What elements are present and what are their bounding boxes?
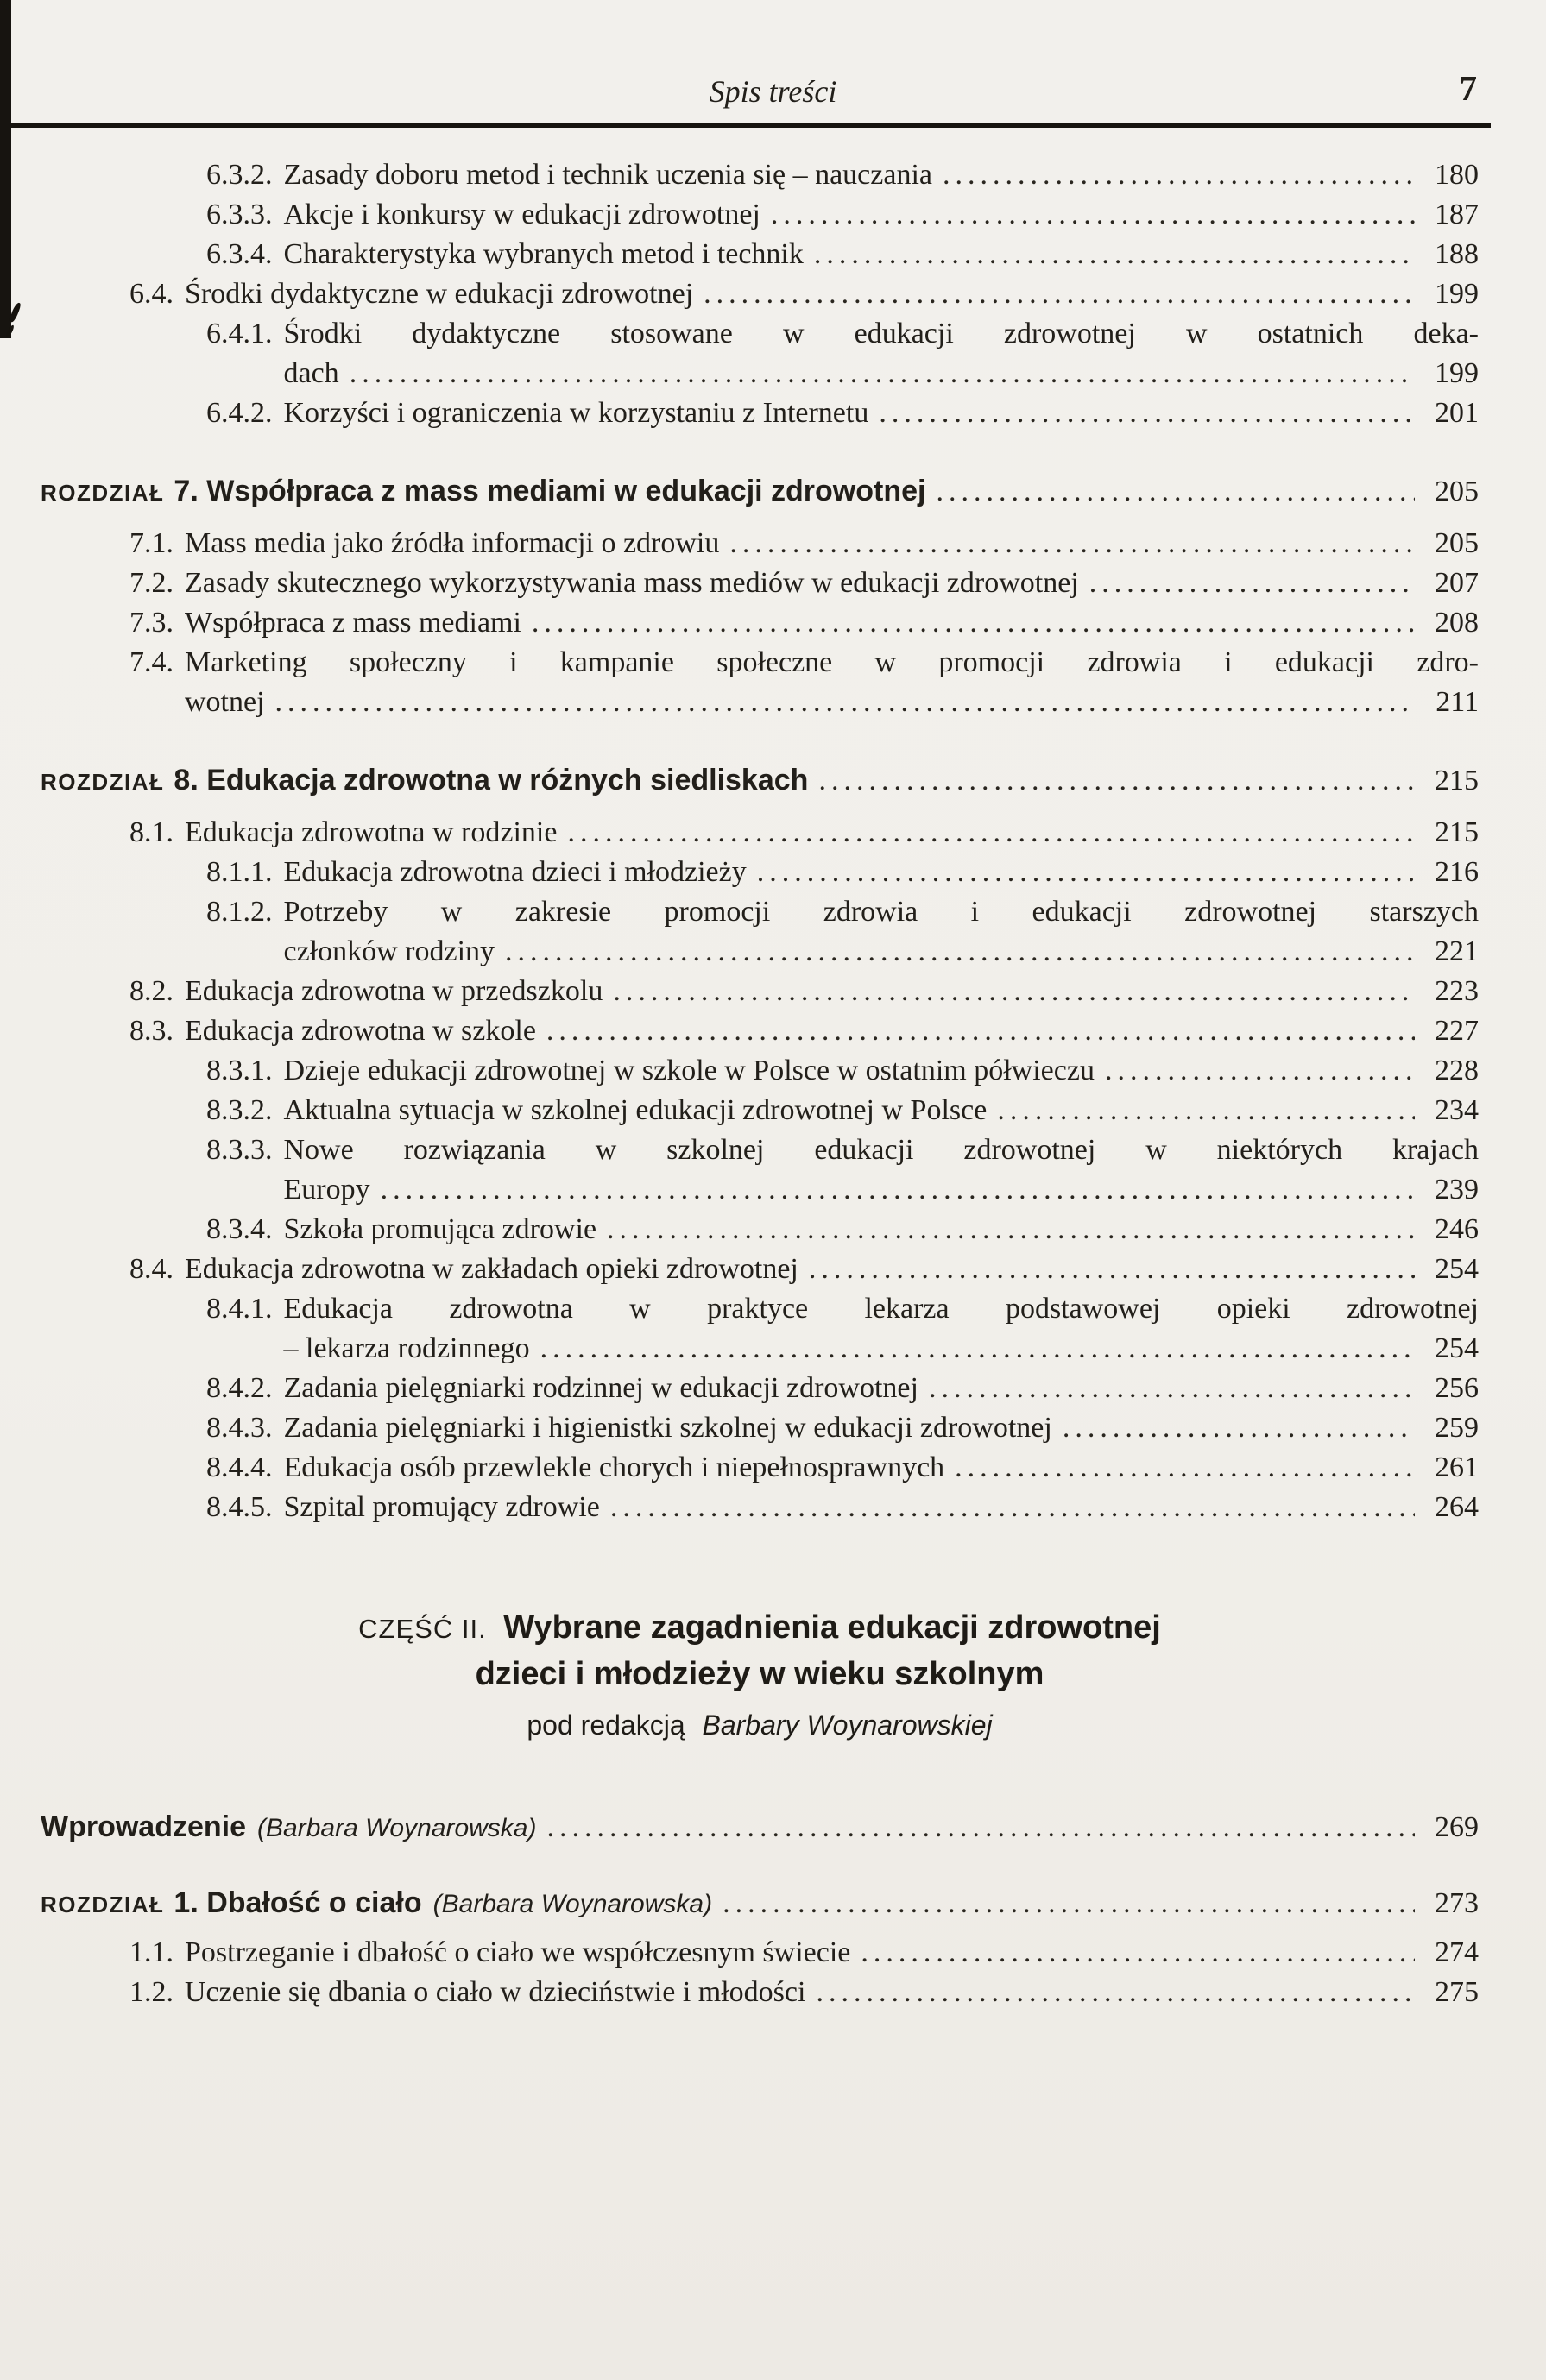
page-number: 274 xyxy=(1435,1936,1479,1968)
entry-line xyxy=(41,1883,1479,1924)
entry-number: 6.4.1. xyxy=(206,318,273,349)
entry-text: Edukacja zdrowotna w przedszkolu xyxy=(185,975,603,1007)
entry-line xyxy=(185,1011,1479,1051)
toc-entry xyxy=(41,524,1479,564)
part-title-line2: dzieci i młodzieży w wieku szkolnym xyxy=(475,1656,1044,1692)
entry-line xyxy=(284,892,1480,932)
entry-body xyxy=(185,1250,1479,1289)
entry-line xyxy=(284,1289,1480,1329)
toc-entry xyxy=(41,1807,1479,1848)
toc-entry xyxy=(41,972,1479,1011)
entry-text: Postrzeganie i dbałość o ciało we współczesnym świecie xyxy=(185,1936,851,1968)
entry-body xyxy=(185,813,1479,853)
entry-body xyxy=(284,1448,1480,1488)
dot-leader xyxy=(771,195,1415,235)
toc-entry xyxy=(41,314,1479,394)
dot-leader xyxy=(607,1210,1415,1250)
page-number: 199 xyxy=(1435,278,1479,310)
entry-line xyxy=(284,1448,1480,1488)
toc-entry xyxy=(41,1210,1479,1250)
toc-entry xyxy=(41,1130,1479,1210)
editor-name: Barbary Woynarowskiej xyxy=(702,1709,993,1741)
entry-body xyxy=(284,1210,1480,1250)
entry-body xyxy=(284,1408,1480,1448)
entry-body xyxy=(185,524,1479,564)
dot-leader xyxy=(275,683,1415,722)
entry-text: Nowe rozwiązania w szkolnej edukacji zdrowotnej w niektórych krajach xyxy=(283,1134,1479,1166)
page-number: 228 xyxy=(1435,1055,1479,1086)
page-number: 205 xyxy=(1435,527,1479,559)
page-number: 273 xyxy=(1435,1887,1479,1919)
entry-text: Edukacja zdrowotna w zakładach opieki zdrowotnej xyxy=(185,1253,798,1285)
toc-entry xyxy=(41,1091,1479,1130)
entry-text: Środki dydaktyczne stosowane w edukacji zdrowotnej w ostatnich deka- xyxy=(283,318,1479,349)
entry-text: Szkoła promująca zdrowie xyxy=(283,1213,597,1245)
toc-entry xyxy=(41,564,1479,603)
entry-body xyxy=(185,564,1479,603)
entry-body xyxy=(284,1369,1480,1408)
toc-entry xyxy=(41,603,1479,643)
dot-leader xyxy=(729,524,1415,564)
entry-line xyxy=(185,813,1479,853)
entry-line xyxy=(284,1329,1480,1369)
dot-leader xyxy=(350,354,1415,394)
dot-leader xyxy=(505,932,1415,972)
page-number: 275 xyxy=(1435,1976,1479,2008)
page-number: 234 xyxy=(1435,1094,1479,1126)
toc-entry xyxy=(41,643,1479,722)
entry-number: 8.4.5. xyxy=(206,1491,273,1523)
entry-line xyxy=(41,471,1479,513)
entry-number: 7.3. xyxy=(129,607,174,639)
toc-part2-list xyxy=(41,1807,1479,2012)
entry-number: 6.3.3. xyxy=(206,198,273,230)
entry-body xyxy=(284,195,1480,235)
entry-text: Zasady skutecznego wykorzystywania mass mediów w edukacji zdrowotnej xyxy=(185,567,1079,599)
dot-leader xyxy=(816,1973,1415,2012)
entry-body xyxy=(185,274,1479,314)
toc-content xyxy=(41,155,1479,2012)
page-number: 269 xyxy=(1435,1811,1479,1843)
entry-number: 8.3. xyxy=(129,1015,174,1047)
entry-line xyxy=(284,195,1480,235)
entry-number: 8.1.1. xyxy=(206,856,273,888)
entry-line xyxy=(284,394,1480,433)
entry-body xyxy=(185,643,1479,722)
entry-text: Europy xyxy=(283,1174,370,1206)
entry-number: 8.4.3. xyxy=(206,1412,273,1444)
entry-text: – lekarza rodzinnego xyxy=(283,1332,530,1364)
editor-prefix: pod redakcją xyxy=(527,1709,685,1741)
entry-number: 7.1. xyxy=(129,527,174,559)
entry-text: Aktualna sytuacja w szkolnej edukacji zdrowotnej w Polsce xyxy=(283,1094,988,1126)
dot-leader xyxy=(879,394,1415,433)
entry-number: 8.3.3. xyxy=(206,1134,273,1166)
entry-number: 8.4.1. xyxy=(206,1293,273,1325)
entry-text: Zadania pielęgniarki i higienistki szkolnej w edukacji zdrowotnej xyxy=(283,1412,1052,1444)
entry-line xyxy=(185,643,1479,683)
entry-line xyxy=(185,524,1479,564)
toc-entry xyxy=(41,471,1479,513)
toc-entry xyxy=(41,1883,1479,1924)
scan-edge-artifact xyxy=(0,0,11,338)
entry-text: Współpraca z mass mediami xyxy=(185,607,521,639)
header-rule xyxy=(10,123,1491,128)
page-number: 254 xyxy=(1435,1253,1479,1285)
author-name: (Barbara Woynarowska) xyxy=(432,1890,713,1918)
entry-body xyxy=(284,853,1480,892)
entry-line xyxy=(284,853,1480,892)
chapter-title: 1. Dbałość o ciało xyxy=(174,1886,422,1919)
dot-leader xyxy=(943,155,1415,195)
page-number: 221 xyxy=(1435,935,1479,967)
entry-body xyxy=(284,1289,1480,1369)
toc-entry xyxy=(41,1933,1479,1973)
page-folio-number: 7 xyxy=(1459,68,1477,108)
entry-line xyxy=(284,1408,1480,1448)
entry-number: 1.2. xyxy=(129,1976,174,2008)
dot-leader xyxy=(757,853,1415,892)
chapter-title: 8. Edukacja zdrowotna w różnych siedliskach xyxy=(174,764,809,796)
entry-text: Akcje i konkursy w edukacji zdrowotnej xyxy=(283,198,760,230)
entry-number: 8.3.2. xyxy=(206,1094,273,1126)
part-editor-line xyxy=(41,1705,1479,1745)
entry-text: wotnej xyxy=(185,686,265,718)
entry-line xyxy=(185,1973,1479,2012)
dot-leader xyxy=(861,1933,1415,1973)
section-title: Wprowadzenie xyxy=(41,1810,247,1843)
entry-line xyxy=(185,972,1479,1011)
entry-body xyxy=(185,1011,1479,1051)
toc-entry xyxy=(41,235,1479,274)
entry-line xyxy=(185,564,1479,603)
dot-leader xyxy=(381,1170,1415,1210)
entry-line xyxy=(284,1210,1480,1250)
dot-leader xyxy=(610,1488,1415,1527)
dot-leader xyxy=(1105,1051,1415,1091)
entry-line xyxy=(284,235,1480,274)
dot-leader xyxy=(955,1448,1415,1488)
dot-leader xyxy=(567,813,1415,853)
toc-entry xyxy=(41,853,1479,892)
dot-leader xyxy=(613,972,1415,1011)
entry-line xyxy=(41,1807,1479,1848)
entry-number: 6.3.4. xyxy=(206,238,273,270)
entry-text: Zadania pielęgniarki rodzinnej w edukacji zdrowotnej xyxy=(283,1372,918,1404)
page-number: 215 xyxy=(1435,816,1479,848)
author-name: (Barbara Woynarowska) xyxy=(257,1814,537,1842)
page-number: 227 xyxy=(1435,1015,1479,1047)
entry-text: Uczenie się dbania o ciało w dzieciństwie i młodości xyxy=(185,1976,806,2008)
entry-body xyxy=(284,314,1480,394)
chapter-title: 7. Współpraca z mass mediami w edukacji zdrowotnej xyxy=(174,475,926,507)
dot-leader xyxy=(704,274,1415,314)
page-number: 264 xyxy=(1435,1491,1479,1523)
chapter-label: ROZDZIAŁ xyxy=(41,769,165,795)
entry-line xyxy=(284,1091,1480,1130)
entry-number: 8.4.4. xyxy=(206,1451,273,1483)
entry-body xyxy=(185,972,1479,1011)
dot-leader xyxy=(540,1329,1415,1369)
toc-entry xyxy=(41,813,1479,853)
part-title-line1 xyxy=(41,1605,1479,1652)
entry-line xyxy=(284,354,1480,394)
page-number: 187 xyxy=(1435,198,1479,230)
entry-line xyxy=(185,1250,1479,1289)
page-number: 246 xyxy=(1435,1213,1479,1245)
entry-text: Edukacja zdrowotna w rodzinie xyxy=(185,816,558,848)
entry-body xyxy=(284,235,1480,274)
entry-text: Korzyści i ograniczenia w korzystaniu z Internetu xyxy=(283,397,869,429)
dot-leader xyxy=(997,1091,1415,1130)
entry-text: Edukacja zdrowotna w praktyce lekarza podstawowej opieki zdrowotnej xyxy=(283,1293,1479,1325)
entry-number: 8.3.4. xyxy=(206,1213,273,1245)
dot-leader xyxy=(546,1808,1415,1848)
entry-text: dach xyxy=(283,357,339,389)
toc-part1-list xyxy=(41,155,1479,1527)
toc-entry xyxy=(41,892,1479,972)
entry-text: członków rodziny xyxy=(283,935,495,967)
toc-entry xyxy=(41,394,1479,433)
page-number: 188 xyxy=(1435,238,1479,270)
entry-text: Szpital promujący zdrowie xyxy=(283,1491,600,1523)
entry-number: 8.1. xyxy=(129,816,174,848)
toc-entry xyxy=(41,1051,1479,1091)
page-number: 256 xyxy=(1435,1372,1479,1404)
entry-line xyxy=(284,155,1480,195)
entry-number: 7.4. xyxy=(129,646,174,678)
toc-entry xyxy=(41,1289,1479,1369)
toc-entry xyxy=(41,1973,1479,2012)
entry-number: 8.3.1. xyxy=(206,1055,273,1086)
entry-line xyxy=(284,314,1480,354)
entry-line xyxy=(41,760,1479,802)
dot-leader xyxy=(723,1884,1415,1924)
entry-number: 6.4.2. xyxy=(206,397,273,429)
page-number: 259 xyxy=(1435,1412,1479,1444)
page-number: 199 xyxy=(1435,357,1479,389)
entry-number: 8.1.2. xyxy=(206,896,273,928)
entry-text: Edukacja osób przewlekle chorych i niepełnosprawnych xyxy=(283,1451,945,1483)
entry-number: 6.4. xyxy=(129,278,174,310)
entry-body xyxy=(284,892,1480,972)
entry-line xyxy=(185,683,1479,722)
dot-leader xyxy=(1089,564,1415,603)
toc-entry xyxy=(41,1250,1479,1289)
page-number: 211 xyxy=(1436,686,1479,718)
entry-number: 8.4.2. xyxy=(206,1372,273,1404)
entry-text: Edukacja zdrowotna w szkole xyxy=(185,1015,536,1047)
dot-leader xyxy=(929,1369,1415,1408)
entry-line xyxy=(284,1051,1480,1091)
dot-leader xyxy=(546,1011,1415,1051)
entry-body xyxy=(284,1488,1480,1527)
entry-line xyxy=(185,603,1479,643)
entry-text: Dzieje edukacji zdrowotnej w szkole w Polsce w ostatnim półwieczu xyxy=(283,1055,1095,1086)
entry-body xyxy=(185,603,1479,643)
toc-entry xyxy=(41,1448,1479,1488)
entry-text: Charakterystyka wybranych metod i technik xyxy=(283,238,804,270)
entry-body xyxy=(185,1933,1479,1973)
entry-number: 7.2. xyxy=(129,567,174,599)
page-number: 201 xyxy=(1435,397,1479,429)
entry-body xyxy=(284,394,1480,433)
page-number: 216 xyxy=(1435,856,1479,888)
entry-number: 8.4. xyxy=(129,1253,174,1285)
dot-leader xyxy=(818,761,1415,801)
entry-text: Edukacja zdrowotna dzieci i młodzieży xyxy=(283,856,747,888)
entry-text: Marketing społeczny i kampanie społeczne w promocji zdrowia i edukacji zdro- xyxy=(185,646,1479,678)
part-title-text: Wybrane zagadnienia edukacji zdrowotnej xyxy=(503,1609,1161,1646)
entry-text: Potrzeby w zakresie promocji zdrowia i edukacji zdrowotnej starszych xyxy=(283,896,1479,928)
part-label: CZĘŚĆ II. xyxy=(358,1614,487,1644)
toc-entry xyxy=(41,274,1479,314)
entry-number: 1.1. xyxy=(129,1936,174,1968)
page-number: 239 xyxy=(1435,1174,1479,1206)
page-number: 254 xyxy=(1435,1332,1479,1364)
entry-line xyxy=(284,1488,1480,1527)
page-header-title: Spis treści xyxy=(709,74,837,109)
entry-line xyxy=(284,1170,1480,1210)
entry-body xyxy=(284,1051,1480,1091)
entry-body xyxy=(284,155,1480,195)
page-number: 207 xyxy=(1435,567,1479,599)
page-number: 223 xyxy=(1435,975,1479,1007)
dot-leader xyxy=(532,603,1415,643)
entry-text: Środki dydaktyczne w edukacji zdrowotnej xyxy=(185,278,694,310)
page-number: 205 xyxy=(1435,475,1479,507)
dot-leader xyxy=(1063,1408,1415,1448)
entry-line xyxy=(284,1130,1480,1170)
toc-entry xyxy=(41,195,1479,235)
dot-leader xyxy=(814,235,1415,274)
page-number: 208 xyxy=(1435,607,1479,639)
toc-entry xyxy=(41,1488,1479,1527)
entry-body xyxy=(284,1091,1480,1130)
chapter-label: ROZDZIAŁ xyxy=(41,480,165,506)
toc-entry xyxy=(41,760,1479,802)
chapter-label: ROZDZIAŁ xyxy=(41,1892,165,1917)
page-number: 215 xyxy=(1435,765,1479,796)
toc-entry xyxy=(41,1408,1479,1448)
entry-body xyxy=(284,1130,1480,1210)
entry-body xyxy=(185,1973,1479,2012)
toc-entry xyxy=(41,155,1479,195)
entry-text: Mass media jako źródła informacji o zdrowiu xyxy=(185,527,720,559)
page-number: 261 xyxy=(1435,1451,1479,1483)
entry-number: 8.2. xyxy=(129,975,174,1007)
entry-line xyxy=(284,932,1480,972)
entry-line xyxy=(284,1369,1480,1408)
entry-line xyxy=(185,1933,1479,1973)
entry-text: Zasady doboru metod i technik uczenia się – nauczania xyxy=(283,159,932,191)
part-heading xyxy=(41,1605,1479,1745)
dot-leader xyxy=(809,1250,1415,1289)
toc-entry xyxy=(41,1369,1479,1408)
entry-number: 6.3.2. xyxy=(206,159,273,191)
page-number: 180 xyxy=(1435,159,1479,191)
dot-leader xyxy=(936,472,1415,512)
entry-line xyxy=(185,274,1479,314)
toc-entry xyxy=(41,1011,1479,1051)
